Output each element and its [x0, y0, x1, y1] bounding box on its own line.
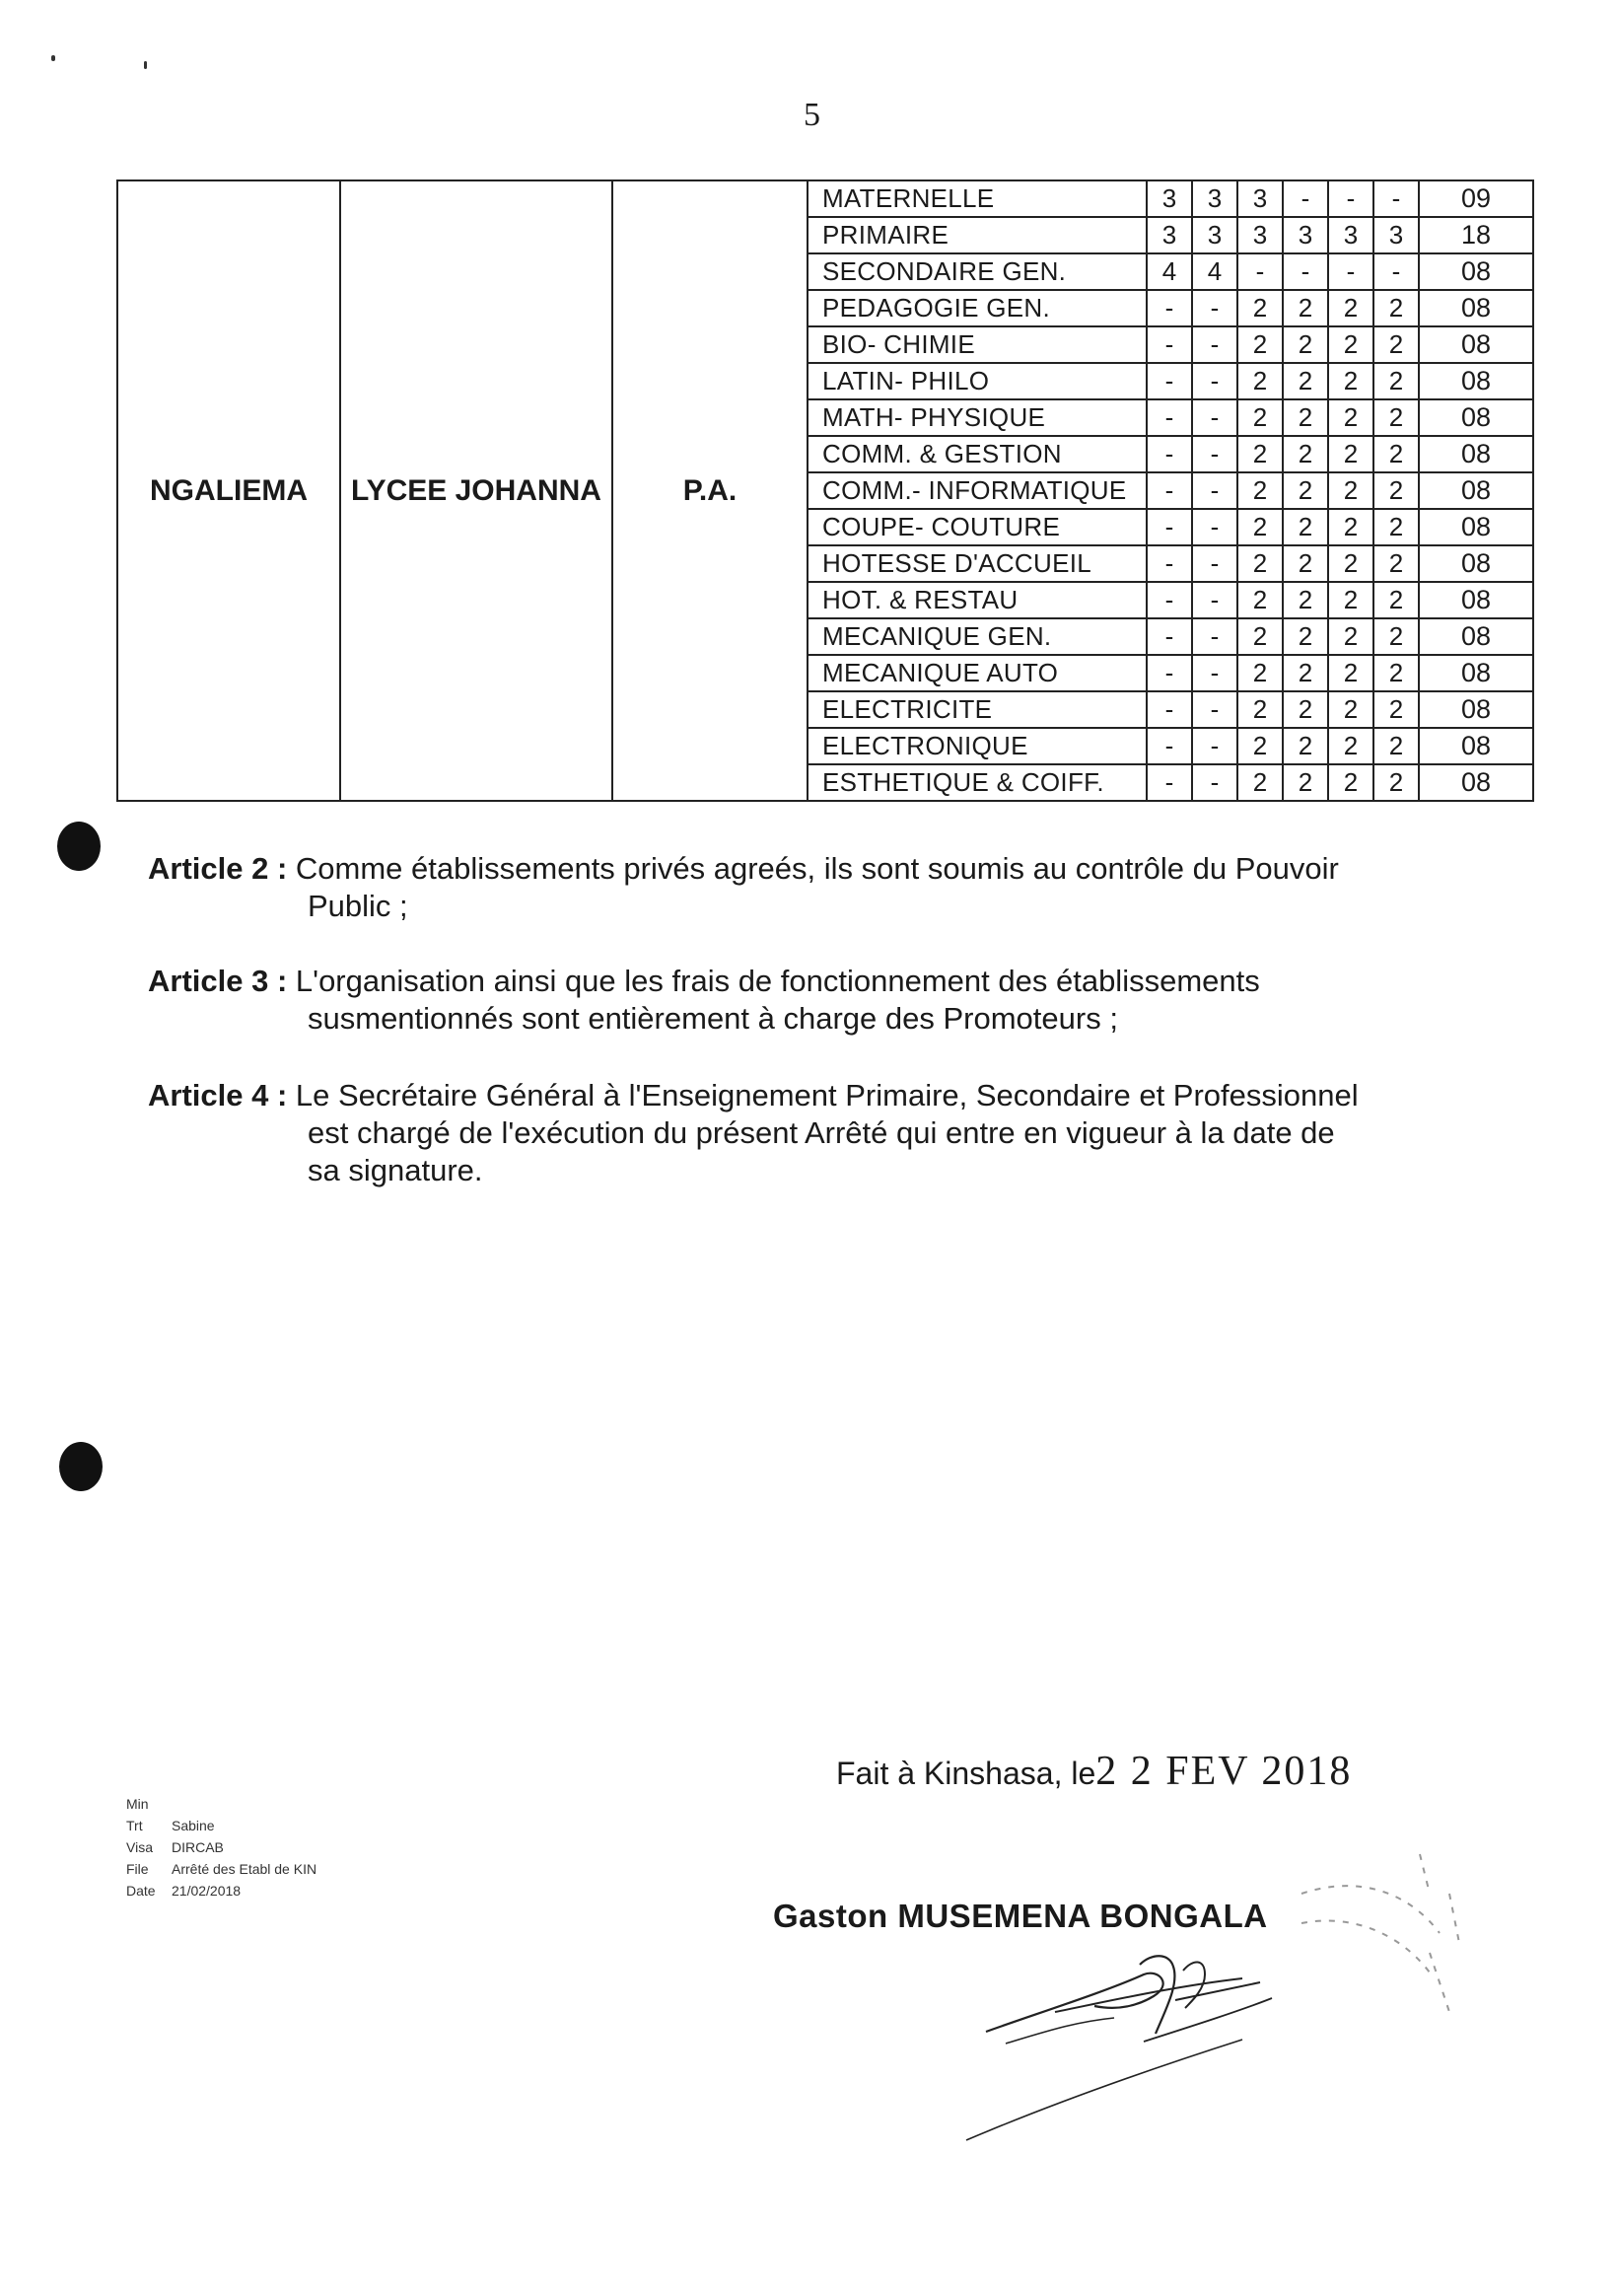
punch-hole — [59, 1442, 103, 1491]
total-cell: 08 — [1419, 582, 1533, 618]
class-count-cell: - — [1328, 253, 1373, 290]
class-count-cell: 2 — [1283, 582, 1328, 618]
class-count-cell: 3 — [1237, 217, 1283, 253]
option-cell: COMM. & GESTION — [808, 436, 1147, 472]
routing-key: Date — [126, 1883, 156, 1899]
class-count-cell: - — [1192, 509, 1237, 545]
total-cell: 08 — [1419, 253, 1533, 290]
article-text-cont: est chargé de l'exécution du présent Arrêté qui entre en vigueur à la date de sa signature. — [308, 1115, 1335, 1187]
class-count-cell: 2 — [1237, 582, 1283, 618]
place-label: Fait à Kinshasa, le — [836, 1756, 1096, 1791]
total-cell: 08 — [1419, 509, 1533, 545]
class-count-cell: 2 — [1373, 436, 1419, 472]
class-count-cell: 2 — [1237, 655, 1283, 691]
class-count-cell: - — [1147, 509, 1192, 545]
total-cell: 18 — [1419, 217, 1533, 253]
schools-table-body — [117, 180, 1533, 801]
class-count-cell: - — [1147, 582, 1192, 618]
option-cell: ELECTRICITE — [808, 691, 1147, 728]
class-count-cell: 2 — [1328, 691, 1373, 728]
class-count-cell: 2 — [1328, 326, 1373, 363]
place-date-line — [836, 1748, 1352, 1795]
option-cell: MECANIQUE AUTO — [808, 655, 1147, 691]
total-cell: 08 — [1419, 399, 1533, 436]
total-cell: 08 — [1419, 618, 1533, 655]
class-count-cell: 2 — [1373, 764, 1419, 801]
class-count-cell: - — [1373, 180, 1419, 217]
option-cell: BIO- CHIMIE — [808, 326, 1147, 363]
class-count-cell: 2 — [1373, 509, 1419, 545]
class-count-cell: 2 — [1328, 545, 1373, 582]
routing-value: DIRCAB — [172, 1839, 224, 1855]
schools-table — [116, 179, 1534, 802]
status-cell: P.A. — [612, 180, 808, 801]
class-count-cell: - — [1192, 326, 1237, 363]
class-count-cell: 2 — [1237, 436, 1283, 472]
article-label: Article 3 : — [148, 964, 288, 998]
class-count-cell: - — [1192, 655, 1237, 691]
routing-line — [126, 1836, 316, 1858]
class-count-cell: 2 — [1237, 326, 1283, 363]
class-count-cell: - — [1147, 691, 1192, 728]
total-cell: 08 — [1419, 472, 1533, 509]
routing-value: Sabine — [172, 1818, 215, 1833]
class-count-cell: - — [1147, 472, 1192, 509]
class-count-cell: 2 — [1373, 545, 1419, 582]
class-count-cell: 2 — [1328, 363, 1373, 399]
option-cell: LATIN- PHILO — [808, 363, 1147, 399]
class-count-cell: - — [1192, 582, 1237, 618]
option-cell: MATH- PHYSIQUE — [808, 399, 1147, 436]
stamped-date: 2 2 FEV 2018 — [1095, 1749, 1353, 1794]
routing-value: Arrêté des Etabl de KIN — [172, 1861, 317, 1877]
routing-line — [126, 1793, 316, 1815]
class-count-cell: 3 — [1147, 180, 1192, 217]
class-count-cell: 3 — [1192, 180, 1237, 217]
class-count-cell: 2 — [1373, 399, 1419, 436]
class-count-cell: 2 — [1373, 691, 1419, 728]
class-count-cell: - — [1373, 253, 1419, 290]
routing-key: Trt — [126, 1818, 143, 1833]
total-cell: 08 — [1419, 326, 1533, 363]
article-text: L'organisation ainsi que les frais de fonctionnement des établissements — [295, 964, 1260, 998]
total-cell: 08 — [1419, 764, 1533, 801]
class-count-cell: 2 — [1373, 290, 1419, 326]
class-count-cell: - — [1192, 436, 1237, 472]
class-count-cell: - — [1147, 545, 1192, 582]
page-number: 5 — [804, 97, 820, 133]
class-count-cell: 2 — [1283, 326, 1328, 363]
class-count-cell: 2 — [1237, 691, 1283, 728]
class-count-cell: 2 — [1328, 290, 1373, 326]
class-count-cell: 2 — [1237, 545, 1283, 582]
scan-speck — [51, 55, 55, 61]
class-count-cell: 2 — [1283, 655, 1328, 691]
class-count-cell: 2 — [1373, 728, 1419, 764]
option-cell: COMM.- INFORMATIQUE — [808, 472, 1147, 509]
class-count-cell: 2 — [1237, 290, 1283, 326]
total-cell: 09 — [1419, 180, 1533, 217]
signer-first-name: Gaston — [773, 1898, 888, 1934]
class-count-cell: - — [1192, 472, 1237, 509]
class-count-cell: 2 — [1237, 764, 1283, 801]
class-count-cell: 2 — [1283, 363, 1328, 399]
school-name-cell: LYCEE JOHANNA — [340, 180, 612, 801]
class-count-cell: 2 — [1373, 472, 1419, 509]
class-count-cell: - — [1192, 290, 1237, 326]
article-text: Comme établissements privés agreés, ils sont soumis au contrôle du Pouvoir — [295, 851, 1339, 886]
article-text-cont: Public ; — [308, 889, 408, 923]
total-cell: 08 — [1419, 436, 1533, 472]
faint-stamp-marks — [1282, 1834, 1469, 2032]
class-count-cell: - — [1147, 399, 1192, 436]
routing-line — [126, 1880, 316, 1901]
scan-speck — [144, 61, 147, 69]
routing-slip — [126, 1793, 316, 1901]
option-cell: COUPE- COUTURE — [808, 509, 1147, 545]
class-count-cell: 3 — [1283, 217, 1328, 253]
routing-key: File — [126, 1861, 149, 1877]
total-cell: 08 — [1419, 691, 1533, 728]
class-count-cell: 2 — [1237, 363, 1283, 399]
class-count-cell: 2 — [1328, 618, 1373, 655]
total-cell: 08 — [1419, 728, 1533, 764]
class-count-cell: 2 — [1237, 728, 1283, 764]
class-count-cell: - — [1192, 399, 1237, 436]
option-cell: PEDAGOGIE GEN. — [808, 290, 1147, 326]
class-count-cell: - — [1147, 436, 1192, 472]
class-count-cell: 4 — [1147, 253, 1192, 290]
class-count-cell: 3 — [1192, 217, 1237, 253]
class-count-cell: 2 — [1237, 509, 1283, 545]
class-count-cell: 2 — [1283, 290, 1328, 326]
class-count-cell: - — [1283, 180, 1328, 217]
class-count-cell: 2 — [1283, 545, 1328, 582]
article-3 — [148, 963, 1509, 1038]
class-count-cell: 2 — [1328, 399, 1373, 436]
class-count-cell: - — [1192, 691, 1237, 728]
article-2 — [148, 850, 1509, 925]
routing-key: Min — [126, 1796, 149, 1812]
class-count-cell: 3 — [1237, 180, 1283, 217]
class-count-cell: 2 — [1328, 655, 1373, 691]
article-label: Article 4 : — [148, 1078, 288, 1112]
option-cell: HOTESSE D'ACCUEIL — [808, 545, 1147, 582]
class-count-cell: 4 — [1192, 253, 1237, 290]
class-count-cell: 2 — [1328, 509, 1373, 545]
routing-line — [126, 1815, 316, 1836]
option-cell: HOT. & RESTAU — [808, 582, 1147, 618]
class-count-cell: 3 — [1328, 217, 1373, 253]
class-count-cell: 2 — [1237, 618, 1283, 655]
signer-last-name: MUSEMENA BONGALA — [897, 1898, 1268, 1934]
class-count-cell: 2 — [1328, 472, 1373, 509]
class-count-cell: 2 — [1283, 472, 1328, 509]
class-count-cell: 2 — [1283, 399, 1328, 436]
class-count-cell: - — [1192, 545, 1237, 582]
class-count-cell: - — [1192, 764, 1237, 801]
total-cell: 08 — [1419, 545, 1533, 582]
class-count-cell: 2 — [1237, 472, 1283, 509]
option-cell: PRIMAIRE — [808, 217, 1147, 253]
class-count-cell: - — [1147, 326, 1192, 363]
total-cell: 08 — [1419, 655, 1533, 691]
option-cell: MECANIQUE GEN. — [808, 618, 1147, 655]
article-text-cont: susmentionnés sont entièrement à charge des Promoteurs ; — [308, 1001, 1118, 1036]
routing-value: 21/02/2018 — [172, 1883, 242, 1899]
class-count-cell: 2 — [1373, 655, 1419, 691]
punch-hole — [57, 822, 101, 871]
class-count-cell: 2 — [1328, 436, 1373, 472]
class-count-cell: 2 — [1328, 764, 1373, 801]
article-label: Article 2 : — [148, 851, 288, 886]
class-count-cell: - — [1192, 363, 1237, 399]
commune-cell: NGALIEMA — [117, 180, 340, 801]
class-count-cell: - — [1147, 290, 1192, 326]
class-count-cell: 2 — [1373, 618, 1419, 655]
class-count-cell: - — [1328, 180, 1373, 217]
option-cell: ESTHETIQUE & COIFF. — [808, 764, 1147, 801]
option-cell: MATERNELLE — [808, 180, 1147, 217]
class-count-cell: - — [1147, 655, 1192, 691]
option-cell: SECONDAIRE GEN. — [808, 253, 1147, 290]
class-count-cell: 3 — [1147, 217, 1192, 253]
total-cell: 08 — [1419, 363, 1533, 399]
class-count-cell: - — [1147, 728, 1192, 764]
class-count-cell: 2 — [1283, 509, 1328, 545]
table-row — [117, 180, 1533, 217]
class-count-cell: - — [1283, 253, 1328, 290]
class-count-cell: - — [1192, 618, 1237, 655]
class-count-cell: 2 — [1373, 326, 1419, 363]
class-count-cell: 2 — [1328, 728, 1373, 764]
class-count-cell: 2 — [1237, 399, 1283, 436]
total-cell: 08 — [1419, 290, 1533, 326]
class-count-cell: 2 — [1328, 582, 1373, 618]
option-cell: ELECTRONIQUE — [808, 728, 1147, 764]
class-count-cell: 3 — [1373, 217, 1419, 253]
article-text: Le Secrétaire Général à l'Enseignement Primaire, Secondaire et Professionnel — [295, 1078, 1359, 1112]
class-count-cell: - — [1147, 363, 1192, 399]
class-count-cell: - — [1147, 618, 1192, 655]
class-count-cell: 2 — [1283, 436, 1328, 472]
class-count-cell: 2 — [1373, 363, 1419, 399]
class-count-cell: 2 — [1373, 582, 1419, 618]
class-count-cell: - — [1237, 253, 1283, 290]
class-count-cell: - — [1147, 764, 1192, 801]
class-count-cell: 2 — [1283, 618, 1328, 655]
class-count-cell: 2 — [1283, 728, 1328, 764]
class-count-cell: 2 — [1283, 764, 1328, 801]
routing-key: Visa — [126, 1839, 153, 1855]
routing-line — [126, 1858, 316, 1880]
article-4 — [148, 1077, 1509, 1189]
class-count-cell: - — [1192, 728, 1237, 764]
class-count-cell: 2 — [1283, 691, 1328, 728]
